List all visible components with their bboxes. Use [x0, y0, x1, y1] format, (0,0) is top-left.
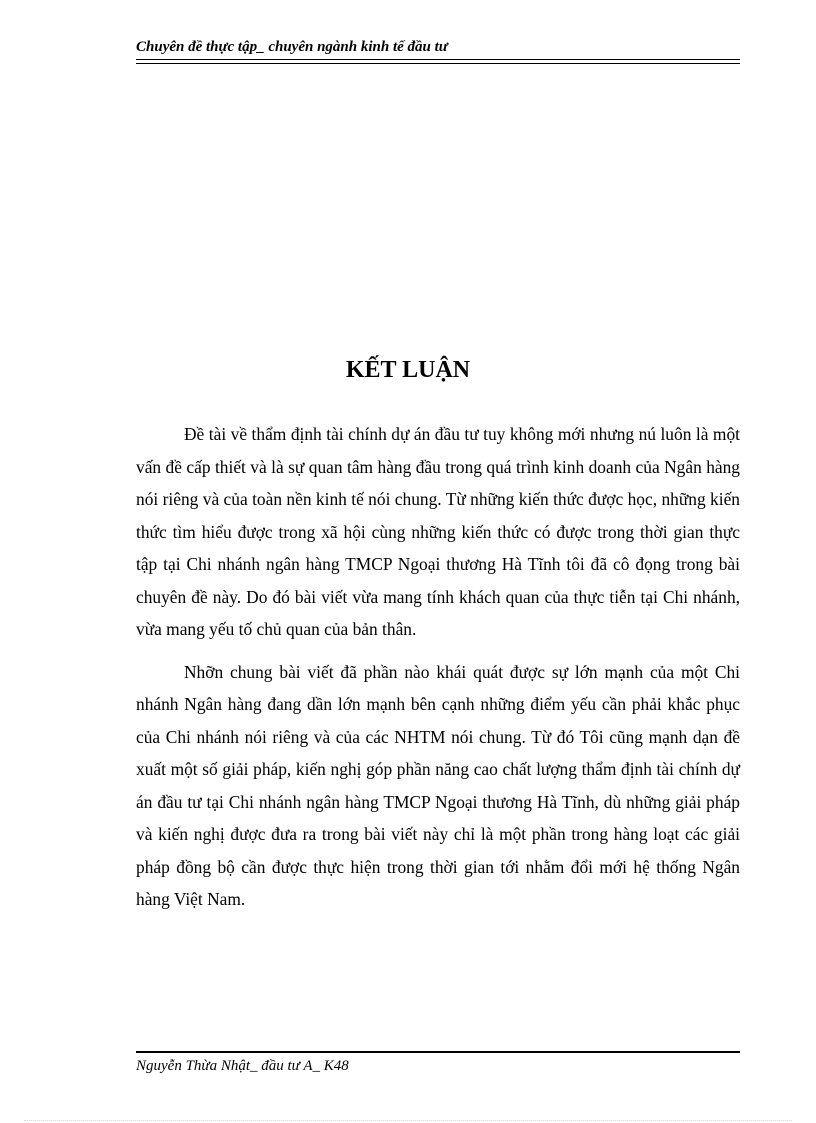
page-footer: [136, 1051, 740, 1075]
paragraph-1: Đề tài về thẩm định tài chính dự án đầu tư tuy không mới nhưng nú luôn là một vấn đề cấp thiết và là sự quan tâm hàng đầu trong quá trình kinh doanh của Ngân hàng nói riêng và của toàn nền kinh tế nói chung. Từ những kiến thức được học, những kiến thức tìm hiểu được trong xã hội cùng những kiến thức có được trong thời gian thực tập tại Chi nhánh ngân hàng TMCP Ngoại thương Hà Tĩnh tôi đã cô đọng trong bài chuyên đề này. Do đó bài viết vừa mang tính khách quan của thực tiễn tại Chi nhánh, vừa mang yếu tố chủ quan của bản thân.: [136, 424, 740, 639]
paragraph-2: Nhỡn chung bài viết đã phần nào khái quát được sự lớn mạnh của một Chi nhánh Ngân hàng đang dần lớn mạnh bên cạnh những điểm yếu cần phải khắc phục của Chi nhánh nói riêng và của các NHTM nói chung. Từ đó Tôi cũng mạnh dạn đề xuất một số giải pháp, kiến nghị góp phần năng cao chất lượng thẩm định tài chính dự án đầu tư tại Chi nhánh ngân hàng TMCP Ngoại thương Hà Tĩnh, dù những giải pháp và kiến nghị được đưa ra trong bài viết này chỉ là một phần trong hàng loạt các giải pháp đồng bộ cần được thực hiện trong thời gian tới nhằm đổi mới hệ thống Ngân hàng Việt Nam.: [136, 661, 740, 909]
page-bottom-edge: [24, 1120, 792, 1121]
footer-rule: [136, 1051, 740, 1053]
document-body: [136, 418, 740, 916]
page-header: [136, 38, 740, 64]
header-title: Chuyên đề thực tập_ chuyên ngành kinh tế đầu tư: [136, 39, 448, 55]
header-double-rule: [136, 59, 740, 64]
section-title: KẾT LUẬN: [345, 357, 471, 383]
footer-author: Nguyễn Thừa Nhật_ đầu tư A_ K48: [136, 1058, 349, 1074]
